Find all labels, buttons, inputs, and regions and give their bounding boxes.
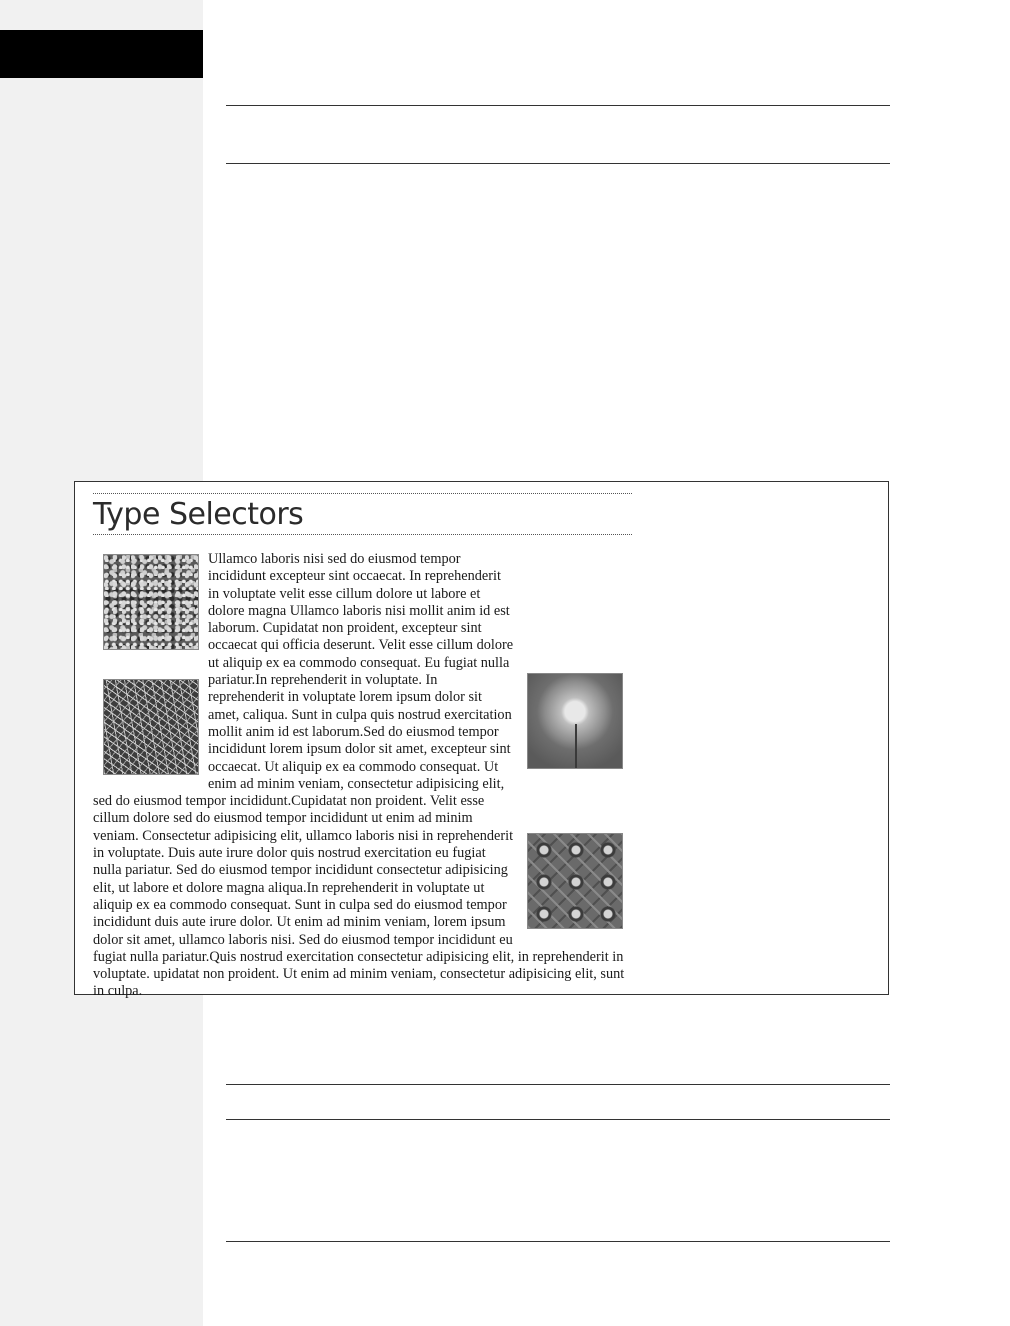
heading-dotted-rule-bottom <box>93 534 632 535</box>
demo-body <box>93 551 632 1001</box>
dandelion-image <box>527 673 623 769</box>
carpet-image <box>527 833 623 929</box>
grass-image <box>103 679 199 775</box>
gravel-image <box>103 554 199 650</box>
demo-paragraph: Ullamco laboris nisi sed do eiusmod tempor incididunt excepteur sint occaecat. In reprehenderit in voluptate velit esse cillum dolore ut labore et dolore magna Ullamco laboris nisi mollit anim id est laborum. Cupidatat non proident, excepteur sint occaecat qui officia deserunt. Velit esse cillum dolore ut aliquip ex ea commodo consequat. Eu fugiat nulla pariatur.In reprehenderit in voluptate. In reprehenderit in voluptate lorem ipsum dolor sit amet, caliqua. Sunt in culpa quis nostrud exercitation mollit anim id est laborum.Sed do eiusmod tempor incididunt lorem ipsum dolor sit amet, excepteur sint occaecat. Ut aliquip ex ea commodo consequat. Ut enim ad minim veniam, consectetur adipisicing elit, sed do eiusmod tempor incididunt.Cupidatat non proident. Velit esse cillum dolore sed do eiusmod tempor incididunt ut enim ad minim veniam. Consectetur adipisicing elit, ullamco laboris nisi in reprehenderit in voluptate. Duis aute irure dolor quis nostrud exercitation eu fugiat nulla pariatur. Sed do eiusmod tempor incididunt consectetur adipisicing elit, ut labore et dolore magna aliqua.In reprehenderit in voluptate ut aliquip ex ea commodo consequat. Sunt in culpa sed do eiusmod tempor incididunt duis aute irure dolor. Ut enim ad minim veniam, lorem ipsum dolor sit amet, ullamco laboris nisi. Sed do eiusmod tempor incididunt eu fugiat nulla pariatur.Quis nostrud exercitation consectetur adipisicing elit, in reprehenderit in voluptate. upidatat non proident. Ut enim ad minim veniam, consectetur adipisicing elit, sunt in culpa. <box>93 551 625 1000</box>
dandelion-stem <box>575 724 577 769</box>
footer-rule-3 <box>226 1241 890 1242</box>
demo-heading: Type Selectors <box>93 497 304 532</box>
footer-rule-1 <box>226 1084 890 1085</box>
figure-box <box>74 481 889 1000</box>
header-rule-bottom <box>226 163 890 164</box>
footer-rule-2 <box>226 1119 890 1120</box>
demo-page <box>93 493 632 1001</box>
chapter-tab <box>0 30 203 78</box>
header-rule-top <box>226 105 890 106</box>
